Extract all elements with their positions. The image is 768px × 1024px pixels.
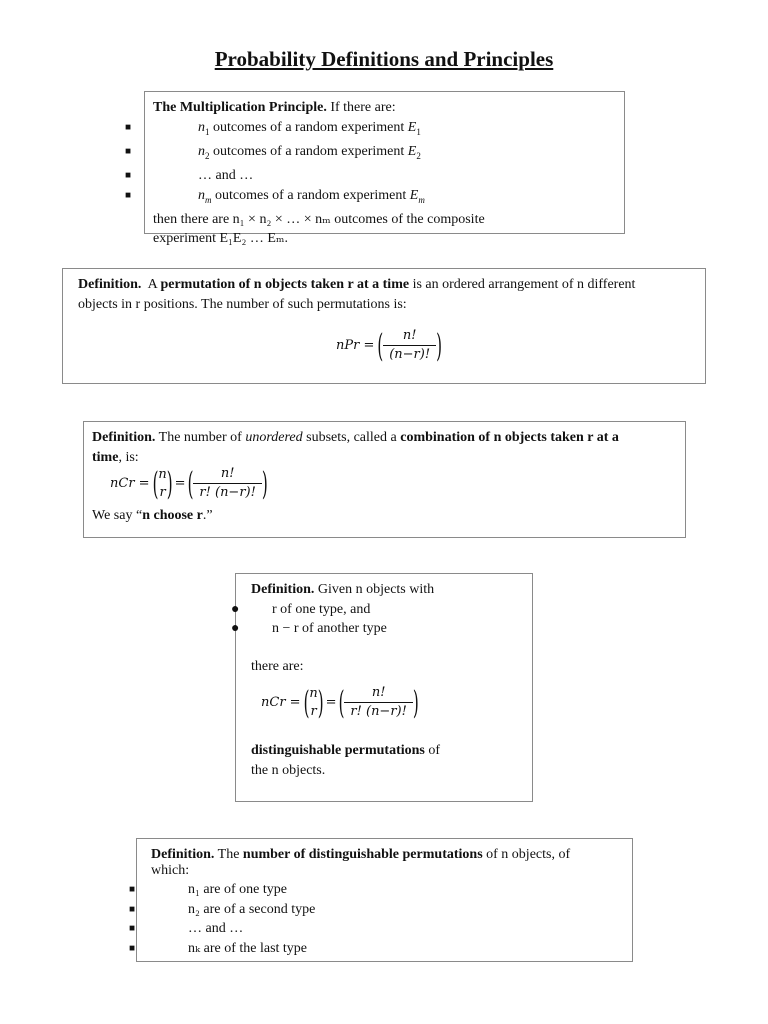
box3-bold-term: combination of n objects taken r at a [400, 430, 619, 445]
list-item: ■ n₁ are of one type [129, 882, 287, 897]
list-item: ■ nₖ are of the last type [129, 940, 308, 956]
permutation-formula: nPr = ( $\frac{n!}{(n-r)!}$ ) [336, 326, 442, 365]
box2-label: Definition. [78, 277, 142, 292]
distinguishable-two-type-box: Definition. Given n objects with ● r of one type, and ● n − r of another type there are: nCr = ( n r ) = ( $\frac{n!}{r! (n-r)!}$ ) distinguishable permutations of the n objects. [235, 573, 533, 802]
box3-say: We say “n choose r.” [92, 508, 213, 523]
box5-bold-term: number of distinguishable permutations [242, 847, 483, 862]
box2-bold-term: permutation of n objects taken r at a time [160, 277, 410, 292]
list-item: ■ $n_1$ outcomes of a random experiment $E_1$ [125, 119, 421, 137]
box4-bold-term: distinguishable permutations [251, 743, 425, 758]
multiplication-principle-box [125, 91, 625, 247]
distinguishable-k-type-box: Definition. The number of distinguishable permutations of n objects, of which: ■ n₁ are of one type ■ n₂ are of a second type ■ … and … ■ nₖ are of the last type [136, 838, 633, 962]
box1-then-line1: then there are n₁ × n₂ × … × nₘ outcomes of the composite [153, 211, 485, 227]
combination-formula: nCr = ( n r ) = ( $\frac{n!}{r! (n-r)!}$ ) [110, 464, 268, 503]
permutation-definition-box: Definition. A permutation of n objects taken r at a time is an ordered arrangement of n different objects in r positions. The number of such permutations is: nPr = ( $\frac{n!}{(n-r)!}$ ) [62, 268, 706, 384]
page-title: Probability Definitions and Principles [214, 47, 554, 71]
box3-label: Definition. [92, 430, 156, 445]
box2-line2: objects in r positions. The number of such permutations is: [78, 296, 407, 312]
list-item: ● r of one type, and [231, 601, 371, 617]
list-item: ■ … and … [125, 168, 254, 184]
list-item: ■ $n_m$ outcomes of a random experiment $E_m$ [125, 187, 425, 205]
list-item: ● n − r of another type [231, 621, 387, 636]
box5-label: Definition. [151, 847, 215, 862]
box1-then-line2: experiment E₁E₂ … Eₘ. [153, 231, 288, 247]
box1-intro: If there are: [326, 100, 396, 115]
list-item: ■ $n_2$ outcomes of a random experiment $E_2$ [125, 143, 421, 161]
distinguishable-formula: nCr = ( n r ) = ( $\frac{n!}{r! (n-r)!}$ ) [261, 683, 419, 722]
list-item: ■ n₂ are of a second type [129, 901, 316, 917]
box1-heading: The Multiplication Principle. [153, 100, 327, 115]
box4-there: there are: [251, 658, 304, 674]
box4-label: Definition. [251, 582, 315, 597]
box4-last: the n objects. [251, 762, 326, 778]
list-item: ■ … and … [129, 921, 244, 936]
combination-definition-box: Definition. The number of unordered subsets, called a combination of n objects taken r at a time, is: nCr = ( n r ) = ( $\frac{n!}{r! (n-r)!}$ ) We say “n choose r.” [83, 421, 686, 538]
